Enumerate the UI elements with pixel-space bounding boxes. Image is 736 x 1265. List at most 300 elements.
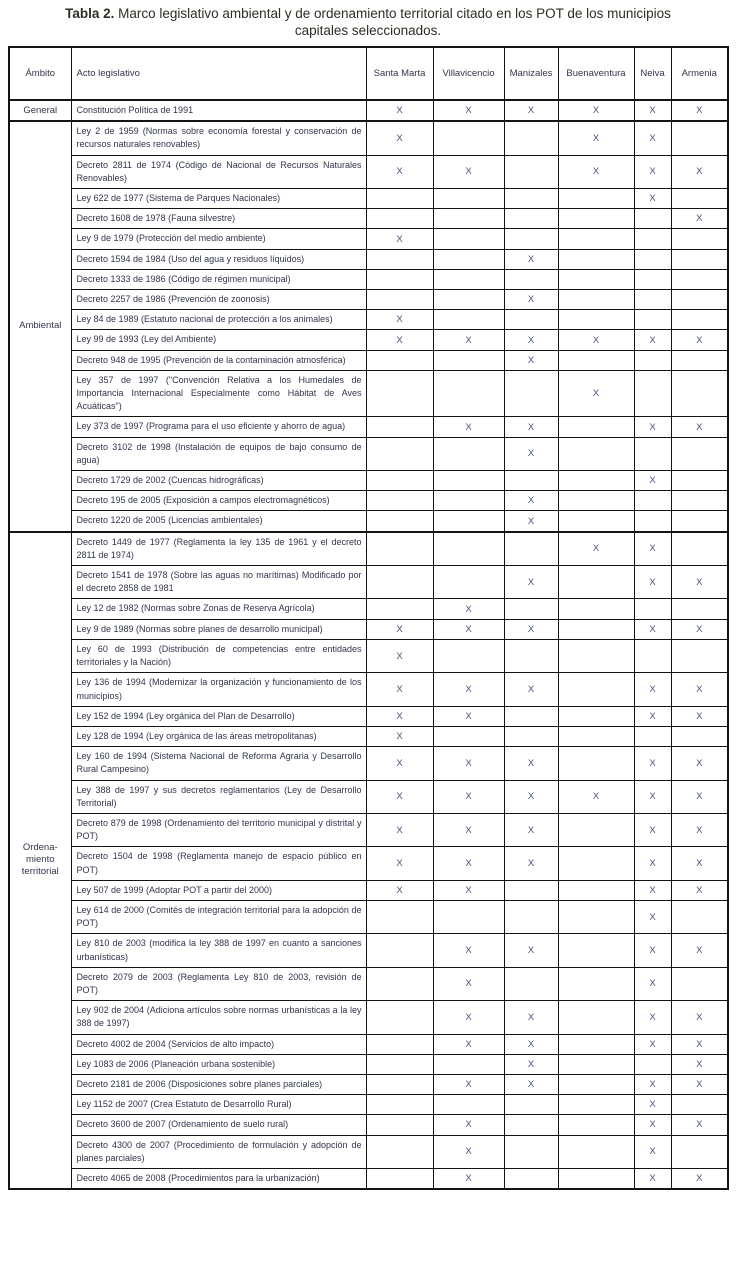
mark-cell-empty	[671, 437, 728, 470]
mark-cell-empty	[366, 900, 433, 933]
mark-cell-empty	[433, 121, 504, 155]
mark-cell-empty	[504, 900, 558, 933]
table-row	[9, 1168, 728, 1189]
mark-cell-empty	[433, 566, 504, 599]
mark-cell-x: X	[433, 100, 504, 121]
table-row	[9, 1034, 728, 1054]
mark-cell-empty	[558, 249, 634, 269]
mark-cell-empty	[558, 209, 634, 229]
mark-cell-x: X	[433, 880, 504, 900]
mark-cell-empty	[504, 189, 558, 209]
mark-cell-empty	[504, 706, 558, 726]
mark-cell-empty	[433, 511, 504, 532]
table-row	[9, 229, 728, 249]
mark-cell-empty	[558, 566, 634, 599]
mark-cell-empty	[433, 350, 504, 370]
mark-cell-x: X	[671, 880, 728, 900]
table-row	[9, 1135, 728, 1168]
acto-legislativo-cell: Decreto 1449 de 1977 (Reglamenta la ley 135 de 1961 y el decreto 2811 de 1974)	[71, 532, 366, 566]
mark-cell-x: X	[433, 619, 504, 639]
mark-cell-x: X	[671, 673, 728, 706]
mark-cell-empty	[366, 934, 433, 967]
mark-cell-x: X	[634, 417, 671, 437]
mark-cell-empty	[504, 880, 558, 900]
mark-cell-x: X	[671, 847, 728, 880]
table-row	[9, 780, 728, 813]
mark-cell-empty	[504, 1115, 558, 1135]
mark-cell-empty	[671, 900, 728, 933]
col-header-ambito: Ámbito	[9, 47, 71, 100]
mark-cell-x: X	[634, 900, 671, 933]
mark-cell-empty	[558, 1168, 634, 1189]
table-row	[9, 121, 728, 155]
table-row	[9, 566, 728, 599]
table-row	[9, 491, 728, 511]
table-row	[9, 967, 728, 1000]
table-row	[9, 269, 728, 289]
mark-cell-empty	[504, 310, 558, 330]
mark-cell-x: X	[671, 209, 728, 229]
acto-legislativo-cell: Ley 9 de 1989 (Normas sobre planes de desarrollo municipal)	[71, 619, 366, 639]
mark-cell-x: X	[433, 330, 504, 350]
mark-cell-empty	[433, 310, 504, 330]
mark-cell-x: X	[433, 847, 504, 880]
acto-legislativo-cell: Ley 614 de 2000 (Comités de integración territorial para la adopción de POT)	[71, 900, 366, 933]
acto-legislativo-cell: Decreto 195 de 2005 (Exposición a campos electromagnéticos)	[71, 491, 366, 511]
mark-cell-empty	[366, 532, 433, 566]
mark-cell-empty	[558, 511, 634, 532]
col-header-santa-marta: Santa Marta	[366, 47, 433, 100]
mark-cell-empty	[558, 639, 634, 672]
acto-legislativo-cell: Ley 12 de 1982 (Normas sobre Zonas de Reserva Agrícola)	[71, 599, 366, 619]
mark-cell-empty	[558, 290, 634, 310]
mark-cell-empty	[671, 370, 728, 417]
mark-cell-empty	[634, 491, 671, 511]
mark-cell-empty	[558, 673, 634, 706]
table-row	[9, 813, 728, 846]
acto-legislativo-cell: Ley 357 de 1997 ("Convención Relativa a los Humedales de Importancia Internacional Especialmente como Hábitat de Aves Acuáticas")	[71, 370, 366, 417]
table-row	[9, 417, 728, 437]
mark-cell-empty	[366, 1095, 433, 1115]
mark-cell-x: X	[671, 813, 728, 846]
mark-cell-empty	[366, 511, 433, 532]
acto-legislativo-cell: Decreto 2079 de 2003 (Reglamenta Ley 810 de 2003, revisión de POT)	[71, 967, 366, 1000]
mark-cell-empty	[634, 209, 671, 229]
table-row	[9, 330, 728, 350]
mark-cell-x: X	[671, 566, 728, 599]
mark-cell-x: X	[504, 566, 558, 599]
mark-cell-empty	[433, 900, 504, 933]
col-header-armenia: Armenia	[671, 47, 728, 100]
mark-cell-x: X	[366, 673, 433, 706]
mark-cell-empty	[634, 1054, 671, 1074]
acto-legislativo-cell: Ley 2 de 1959 (Normas sobre economía forestal y conservación de recursos naturales renovables)	[71, 121, 366, 155]
mark-cell-x: X	[433, 747, 504, 780]
mark-cell-x: X	[634, 471, 671, 491]
mark-cell-empty	[433, 370, 504, 417]
mark-cell-x: X	[634, 619, 671, 639]
mark-cell-x: X	[634, 1074, 671, 1094]
mark-cell-empty	[671, 350, 728, 370]
mark-cell-x: X	[634, 780, 671, 813]
acto-legislativo-cell: Decreto 4300 de 2007 (Procedimiento de formulación y adopción de planes parciales)	[71, 1135, 366, 1168]
mark-cell-empty	[504, 229, 558, 249]
mark-cell-x: X	[366, 880, 433, 900]
table-caption-label: Tabla 2.	[65, 6, 115, 21]
mark-cell-x: X	[433, 780, 504, 813]
acto-legislativo-cell: Decreto 1220 de 2005 (Licencias ambientales)	[71, 511, 366, 532]
mark-cell-x: X	[433, 813, 504, 846]
mark-cell-empty	[558, 880, 634, 900]
mark-cell-empty	[504, 471, 558, 491]
acto-legislativo-cell: Ley 507 de 1999 (Adoptar POT a partir del 2000)	[71, 880, 366, 900]
mark-cell-x: X	[366, 747, 433, 780]
table-row	[9, 511, 728, 532]
mark-cell-empty	[366, 1135, 433, 1168]
mark-cell-x: X	[366, 780, 433, 813]
mark-cell-empty	[504, 121, 558, 155]
mark-cell-empty	[558, 847, 634, 880]
table-row	[9, 900, 728, 933]
mark-cell-x: X	[504, 330, 558, 350]
mark-cell-x: X	[671, 1168, 728, 1189]
mark-cell-empty	[558, 900, 634, 933]
mark-cell-empty	[366, 1001, 433, 1034]
table-row	[9, 880, 728, 900]
table-row	[9, 471, 728, 491]
mark-cell-empty	[671, 290, 728, 310]
mark-cell-empty	[634, 290, 671, 310]
table-row	[9, 1115, 728, 1135]
mark-cell-x: X	[634, 189, 671, 209]
table-row	[9, 599, 728, 619]
mark-cell-empty	[366, 417, 433, 437]
ambito-label-ordenamiento-territorial	[9, 532, 71, 1190]
mark-cell-x: X	[634, 934, 671, 967]
mark-cell-x: X	[634, 1135, 671, 1168]
mark-cell-empty	[634, 310, 671, 330]
mark-cell-x: X	[366, 847, 433, 880]
acto-legislativo-cell: Decreto 4002 de 2004 (Servicios de alto impacto)	[71, 1034, 366, 1054]
mark-cell-empty	[671, 1095, 728, 1115]
table-row	[9, 726, 728, 746]
acto-legislativo-cell: Decreto 3102 de 1998 (Instalación de equipos de bajo consumo de agua)	[71, 437, 366, 470]
mark-cell-empty	[558, 1074, 634, 1094]
mark-cell-x: X	[671, 1034, 728, 1054]
table-row	[9, 290, 728, 310]
mark-cell-x: X	[504, 619, 558, 639]
mark-cell-x: X	[634, 880, 671, 900]
table-row	[9, 370, 728, 417]
mark-cell-empty	[366, 249, 433, 269]
table-row	[9, 350, 728, 370]
mark-cell-x: X	[504, 1001, 558, 1034]
mark-cell-empty	[433, 290, 504, 310]
acto-legislativo-cell: Ley 1083 de 2006 (Planeación urbana sostenible)	[71, 1054, 366, 1074]
acto-legislativo-cell: Ley 128 de 1994 (Ley orgánica de las áreas metropolitanas)	[71, 726, 366, 746]
mark-cell-empty	[504, 532, 558, 566]
mark-cell-x: X	[558, 155, 634, 188]
acto-legislativo-cell: Decreto 1594 de 1984 (Uso del agua y residuos líquidos)	[71, 249, 366, 269]
mark-cell-empty	[671, 310, 728, 330]
table-row	[9, 639, 728, 672]
mark-cell-empty	[504, 1135, 558, 1168]
mark-cell-empty	[558, 1115, 634, 1135]
table-row	[9, 847, 728, 880]
mark-cell-empty	[433, 189, 504, 209]
mark-cell-x: X	[504, 780, 558, 813]
mark-cell-x: X	[634, 330, 671, 350]
mark-cell-empty	[671, 249, 728, 269]
header-row	[9, 47, 728, 100]
table-row	[9, 189, 728, 209]
mark-cell-x: X	[634, 813, 671, 846]
mark-cell-empty	[433, 1095, 504, 1115]
mark-cell-x: X	[504, 847, 558, 880]
mark-cell-x: X	[433, 417, 504, 437]
mark-cell-x: X	[671, 417, 728, 437]
mark-cell-empty	[558, 350, 634, 370]
mark-cell-empty	[558, 1001, 634, 1034]
mark-cell-x: X	[671, 706, 728, 726]
mark-cell-empty	[366, 599, 433, 619]
mark-cell-x: X	[504, 290, 558, 310]
mark-cell-empty	[366, 1168, 433, 1189]
mark-cell-empty	[671, 726, 728, 746]
mark-cell-empty	[433, 269, 504, 289]
mark-cell-empty	[366, 471, 433, 491]
acto-legislativo-cell: Decreto 2257 de 1986 (Prevención de zoonosis)	[71, 290, 366, 310]
mark-cell-x: X	[433, 1034, 504, 1054]
table-row	[9, 1054, 728, 1074]
mark-cell-empty	[634, 249, 671, 269]
mark-cell-empty	[366, 1054, 433, 1074]
acto-legislativo-cell: Ley 622 de 1977 (Sistema de Parques Nacionales)	[71, 189, 366, 209]
mark-cell-empty	[558, 310, 634, 330]
mark-cell-x: X	[671, 1115, 728, 1135]
mark-cell-x: X	[504, 747, 558, 780]
mark-cell-x: X	[634, 1001, 671, 1034]
mark-cell-x: X	[634, 566, 671, 599]
mark-cell-empty	[504, 1095, 558, 1115]
col-header-manizales: Manizales	[504, 47, 558, 100]
mark-cell-x: X	[558, 330, 634, 350]
mark-cell-empty	[671, 229, 728, 249]
mark-cell-empty	[671, 471, 728, 491]
mark-cell-empty	[671, 511, 728, 532]
acto-legislativo-cell: Ley 810 de 2003 (modifica la ley 388 de 1997 en cuanto a sanciones urbanísticas)	[71, 934, 366, 967]
mark-cell-x: X	[366, 813, 433, 846]
ambito-label-line: Ordena-	[22, 842, 58, 854]
mark-cell-x: X	[634, 847, 671, 880]
col-header-villavicencio: Villavicencio	[433, 47, 504, 100]
mark-cell-x: X	[634, 1095, 671, 1115]
mark-cell-empty	[671, 189, 728, 209]
col-header-acto-legislativo: Acto legislativo	[71, 47, 366, 100]
mark-cell-empty	[671, 639, 728, 672]
mark-cell-x: X	[433, 155, 504, 188]
mark-cell-empty	[504, 370, 558, 417]
mark-cell-x: X	[366, 706, 433, 726]
mark-cell-empty	[433, 471, 504, 491]
mark-cell-empty	[634, 511, 671, 532]
mark-cell-x: X	[634, 100, 671, 121]
acto-legislativo-cell: Ley 60 de 1993 (Distribución de competencias entre entidades territoriales y la Nación)	[71, 639, 366, 672]
acto-legislativo-cell: Ley 9 de 1979 (Protección del medio ambiente)	[71, 229, 366, 249]
acto-legislativo-cell: Decreto 3600 de 2007 (Ordenamiento de suelo rural)	[71, 1115, 366, 1135]
mark-cell-empty	[558, 1034, 634, 1054]
mark-cell-empty	[558, 813, 634, 846]
mark-cell-x: X	[671, 330, 728, 350]
mark-cell-x: X	[671, 747, 728, 780]
mark-cell-empty	[558, 229, 634, 249]
mark-cell-x: X	[504, 417, 558, 437]
mark-cell-x: X	[504, 934, 558, 967]
table-row	[9, 249, 728, 269]
mark-cell-x: X	[558, 780, 634, 813]
acto-legislativo-cell: Decreto 1729 de 2002 (Cuencas hidrográficas)	[71, 471, 366, 491]
mark-cell-empty	[634, 229, 671, 249]
mark-cell-empty	[671, 1135, 728, 1168]
mark-cell-empty	[634, 599, 671, 619]
mark-cell-x: X	[671, 1054, 728, 1074]
mark-cell-empty	[558, 269, 634, 289]
mark-cell-x: X	[504, 100, 558, 121]
mark-cell-x: X	[558, 370, 634, 417]
table-row	[9, 1095, 728, 1115]
mark-cell-empty	[366, 566, 433, 599]
mark-cell-empty	[558, 599, 634, 619]
mark-cell-x: X	[366, 330, 433, 350]
mark-cell-x: X	[671, 155, 728, 188]
mark-cell-x: X	[504, 813, 558, 846]
mark-cell-empty	[366, 269, 433, 289]
mark-cell-empty	[671, 491, 728, 511]
mark-cell-empty	[433, 491, 504, 511]
mark-cell-empty	[558, 417, 634, 437]
mark-cell-x: X	[504, 1074, 558, 1094]
acto-legislativo-cell: Decreto 4065 de 2008 (Procedimientos para la urbanización)	[71, 1168, 366, 1189]
acto-legislativo-cell: Ley 84 de 1989 (Estatuto nacional de protección a los animales)	[71, 310, 366, 330]
acto-legislativo-cell: Ley 1152 de 2007 (Crea Estatuto de Desarrollo Rural)	[71, 1095, 366, 1115]
mark-cell-x: X	[433, 673, 504, 706]
col-header-buenaventura: Buenaventura	[558, 47, 634, 100]
mark-cell-x: X	[366, 100, 433, 121]
acto-legislativo-cell: Ley 152 de 1994 (Ley orgánica del Plan de Desarrollo)	[71, 706, 366, 726]
mark-cell-empty	[558, 491, 634, 511]
mark-cell-x: X	[558, 532, 634, 566]
mark-cell-empty	[366, 1074, 433, 1094]
mark-cell-empty	[558, 1054, 634, 1074]
acto-legislativo-cell: Ley 388 de 1997 y sus decretos reglamentarios (Ley de Desarrollo Territorial)	[71, 780, 366, 813]
mark-cell-x: X	[671, 934, 728, 967]
mark-cell-x: X	[634, 706, 671, 726]
mark-cell-empty	[634, 726, 671, 746]
acto-legislativo-cell: Ley 902 de 2004 (Adiciona artículos sobre normas urbanísticas a la ley 388 de 1997)	[71, 1001, 366, 1034]
acto-legislativo-cell: Decreto 948 de 1995 (Prevención de la contaminación atmosférica)	[71, 350, 366, 370]
mark-cell-x: X	[634, 967, 671, 1000]
ambito-label-ambiental	[9, 121, 71, 531]
mark-cell-empty	[366, 209, 433, 229]
mark-cell-empty	[504, 639, 558, 672]
mark-cell-x: X	[366, 121, 433, 155]
mark-cell-x: X	[504, 1054, 558, 1074]
mark-cell-empty	[558, 1135, 634, 1168]
mark-cell-empty	[558, 726, 634, 746]
mark-cell-empty	[671, 269, 728, 289]
mark-cell-x: X	[671, 780, 728, 813]
acto-legislativo-cell: Ley 136 de 1994 (Modernizar la organización y funcionamiento de los municipios)	[71, 673, 366, 706]
mark-cell-x: X	[366, 229, 433, 249]
mark-cell-x: X	[433, 1115, 504, 1135]
mark-cell-empty	[504, 269, 558, 289]
mark-cell-empty	[504, 726, 558, 746]
mark-cell-empty	[366, 370, 433, 417]
mark-cell-empty	[558, 934, 634, 967]
col-header-neiva: Neiva	[634, 47, 671, 100]
mark-cell-empty	[558, 471, 634, 491]
ambito-label-line: territorial	[21, 866, 59, 878]
acto-legislativo-cell: Decreto 1541 de 1978 (Sobre las aguas no marítimas) Modificado por el decreto 2858 de 1981	[71, 566, 366, 599]
mark-cell-empty	[366, 491, 433, 511]
mark-cell-x: X	[504, 511, 558, 532]
mark-cell-x: X	[671, 100, 728, 121]
mark-cell-empty	[433, 229, 504, 249]
table-row	[9, 155, 728, 188]
mark-cell-empty	[366, 437, 433, 470]
table-row	[9, 209, 728, 229]
mark-cell-x: X	[366, 639, 433, 672]
mark-cell-empty	[366, 189, 433, 209]
mark-cell-empty	[504, 599, 558, 619]
mark-cell-empty	[634, 269, 671, 289]
table-caption	[61, 5, 675, 39]
acto-legislativo-cell: Ley 99 de 1993 (Ley del Ambiente)	[71, 330, 366, 350]
mark-cell-x: X	[504, 491, 558, 511]
ambito-label-line: miento	[25, 854, 55, 866]
ambito-label-line: General	[23, 104, 58, 116]
mark-cell-x: X	[433, 1135, 504, 1168]
mark-cell-empty	[558, 706, 634, 726]
mark-cell-x: X	[634, 532, 671, 566]
table-row	[9, 747, 728, 780]
mark-cell-x: X	[366, 726, 433, 746]
mark-cell-x: X	[634, 1034, 671, 1054]
mark-cell-empty	[558, 189, 634, 209]
table-row	[9, 673, 728, 706]
mark-cell-empty	[634, 437, 671, 470]
mark-cell-empty	[433, 532, 504, 566]
mark-cell-empty	[634, 639, 671, 672]
ambito-label-line: Ambiental	[19, 320, 62, 332]
mark-cell-empty	[504, 209, 558, 229]
mark-cell-x: X	[634, 1168, 671, 1189]
ambito-label-general	[9, 100, 71, 121]
acto-legislativo-cell: Constitución Política de 1991	[71, 100, 366, 121]
mark-cell-empty	[634, 350, 671, 370]
mark-cell-x: X	[558, 100, 634, 121]
legislation-table	[8, 46, 729, 1190]
table-row	[9, 100, 728, 121]
mark-cell-empty	[558, 967, 634, 1000]
mark-cell-empty	[433, 639, 504, 672]
mark-cell-x: X	[504, 673, 558, 706]
mark-cell-x: X	[433, 934, 504, 967]
mark-cell-empty	[433, 437, 504, 470]
mark-cell-empty	[558, 747, 634, 780]
table-row	[9, 1001, 728, 1034]
mark-cell-empty	[433, 726, 504, 746]
